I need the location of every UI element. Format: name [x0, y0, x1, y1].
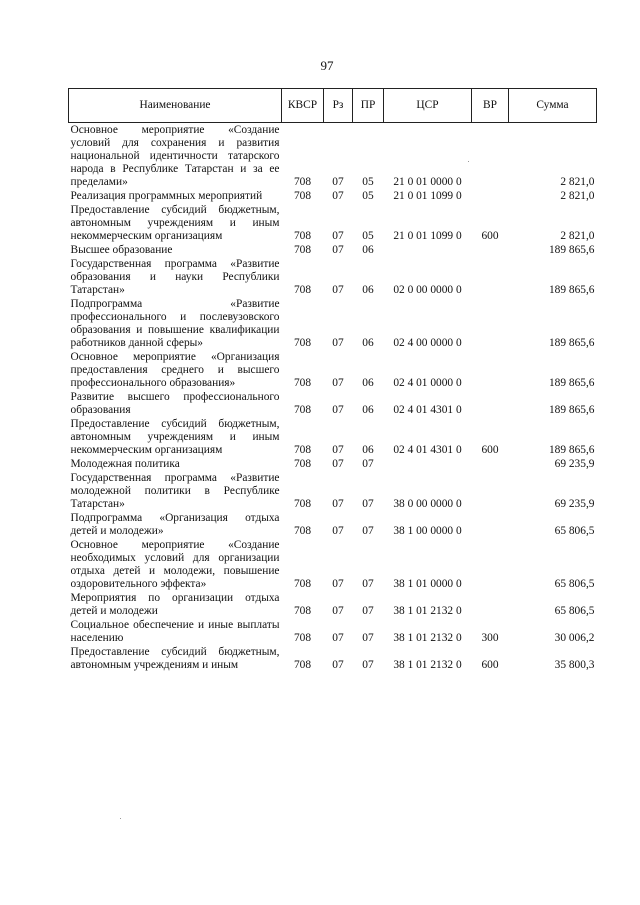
cell-sum: 35 800,3: [554, 659, 595, 671]
cell-vr: [472, 471, 509, 511]
header-kvsr: КВСР: [282, 89, 324, 123]
cell-name: Подпрограмма «Развитие профессионального и послевузовского образования и повышение квалификации работников данной сферы»: [70, 298, 280, 349]
cell-pr: 05: [362, 190, 374, 202]
cell-vr: 600: [481, 230, 499, 242]
cell-vr: [472, 538, 509, 591]
cell-pr: 05: [362, 176, 374, 188]
header-pr: ПР: [353, 89, 384, 123]
table-body: [69, 123, 597, 673]
cell-pr: 06: [362, 337, 374, 349]
cell-csr: 21 0 01 0000 0: [393, 176, 462, 188]
cell-csr: 21 0 01 1099 0: [393, 230, 462, 242]
cell-sum: 189 865,6: [548, 337, 595, 349]
cell-csr: [384, 457, 472, 471]
cell-kvsr: 708: [293, 190, 312, 202]
cell-pr: 07: [362, 498, 374, 510]
cell-sum: 65 806,5: [554, 525, 595, 537]
cell-name: Основное мероприятие «Создание необходимых условий для организации отдыха детей и молодежи, повышение оздоровительного эффекта»: [70, 539, 280, 590]
cell-kvsr: 708: [293, 632, 312, 644]
table-row: [69, 618, 597, 645]
cell-rz: 07: [332, 244, 344, 256]
cell-vr: [472, 390, 509, 417]
cell-name: Подпрограмма «Организация отдыха детей и молодежи»: [70, 512, 280, 537]
cell-vr: [472, 457, 509, 471]
header-name: Наименование: [69, 89, 282, 123]
cell-vr: 600: [481, 659, 499, 671]
cell-pr: 05: [362, 230, 374, 242]
cell-vr: 600: [481, 444, 499, 456]
cell-sum: 69 235,9: [554, 498, 595, 510]
cell-sum: 65 806,5: [554, 578, 595, 590]
cell-vr: [472, 189, 509, 203]
header-vr: ВР: [472, 89, 509, 123]
cell-vr: [472, 511, 509, 538]
cell-pr: 07: [362, 605, 374, 617]
table-row: [69, 257, 597, 297]
cell-kvsr: 708: [293, 404, 312, 416]
cell-name: Высшее образование: [70, 244, 173, 256]
cell-name: Основное мероприятие «Организация предоставления среднего и высшего профессионального образования»: [70, 351, 280, 389]
cell-rz: 07: [332, 377, 344, 389]
cell-csr: [384, 243, 472, 257]
cell-kvsr: 708: [293, 458, 312, 470]
cell-name: Социальное обеспечение и иные выплаты населению: [70, 619, 280, 644]
cell-name: Государственная программа «Развитие молодежной политики в Республике Татарстан»: [70, 472, 280, 510]
cell-rz: 07: [332, 230, 344, 242]
cell-csr: 02 4 01 0000 0: [393, 377, 462, 389]
table-row: [69, 297, 597, 350]
header-csr: ЦСР: [384, 89, 472, 123]
cell-sum: 189 865,6: [548, 404, 595, 416]
cell-csr: 02 4 01 4301 0: [393, 444, 462, 456]
cell-rz: 07: [332, 284, 344, 296]
cell-pr: 07: [362, 659, 374, 671]
cell-rz: 07: [332, 525, 344, 537]
cell-kvsr: 708: [293, 578, 312, 590]
cell-sum: 189 865,6: [548, 444, 595, 456]
cell-pr: 07: [362, 578, 374, 590]
cell-name: Предоставление субсидий бюджетным, автономным учреждениям и иным: [70, 646, 280, 671]
cell-vr: [472, 257, 509, 297]
cell-name: Реализация программных мероприятий: [70, 190, 263, 202]
cell-sum: 2 821,0: [560, 176, 595, 188]
cell-sum: 30 006,2: [554, 632, 595, 644]
table-row: [69, 243, 597, 257]
cell-kvsr: 708: [293, 244, 312, 256]
cell-rz: 07: [332, 444, 344, 456]
cell-pr: 06: [362, 284, 374, 296]
cell-kvsr: 708: [293, 230, 312, 242]
table-row: [69, 417, 597, 457]
table-row: [69, 645, 597, 672]
cell-vr: [472, 123, 509, 190]
cell-csr: 02 0 00 0000 0: [393, 284, 462, 296]
cell-csr: 02 4 01 4301 0: [393, 404, 462, 416]
page-number: 97: [320, 58, 334, 73]
cell-kvsr: 708: [293, 284, 312, 296]
header-rz: Рз: [324, 89, 353, 123]
cell-rz: 07: [332, 190, 344, 202]
table-row: [69, 189, 597, 203]
cell-rz: 07: [332, 404, 344, 416]
table-row: [69, 350, 597, 390]
cell-name: Государственная программа «Развитие образования и науки Республики Татарстан»: [70, 258, 280, 296]
cell-pr: 07: [362, 632, 374, 644]
table-row: [69, 511, 597, 538]
cell-sum: 189 865,6: [548, 377, 595, 389]
cell-sum: 2 821,0: [560, 190, 595, 202]
table-row: [69, 123, 597, 190]
cell-csr: 38 1 01 2132 0: [393, 659, 462, 671]
table-row: [69, 591, 597, 618]
cell-rz: 07: [332, 498, 344, 510]
cell-csr: 02 4 00 0000 0: [393, 337, 462, 349]
cell-rz: 07: [332, 659, 344, 671]
cell-sum: 2 821,0: [560, 230, 595, 242]
table-row: [69, 390, 597, 417]
cell-rz: 07: [332, 632, 344, 644]
cell-kvsr: 708: [293, 176, 312, 188]
cell-csr: 21 0 01 1099 0: [393, 190, 462, 202]
cell-csr: 38 1 01 0000 0: [393, 578, 462, 590]
scan-speck: [120, 818, 121, 819]
cell-vr: 300: [481, 632, 499, 644]
cell-csr: 38 1 01 2132 0: [393, 632, 462, 644]
cell-rz: 07: [332, 337, 344, 349]
cell-csr: 38 0 00 0000 0: [393, 498, 462, 510]
cell-name: Мероприятия по организации отдыха детей и молодежи: [70, 592, 280, 617]
cell-kvsr: 708: [293, 659, 312, 671]
cell-sum: 69 235,9: [554, 458, 595, 470]
cell-sum: 189 865,6: [548, 284, 595, 296]
cell-kvsr: 708: [293, 498, 312, 510]
cell-vr: [472, 243, 509, 257]
cell-pr: 06: [362, 377, 374, 389]
cell-kvsr: 708: [293, 444, 312, 456]
cell-kvsr: 708: [293, 605, 312, 617]
table-row: [69, 203, 597, 243]
cell-vr: [472, 297, 509, 350]
cell-vr: [472, 350, 509, 390]
cell-kvsr: 708: [293, 525, 312, 537]
budget-table: [68, 88, 597, 672]
cell-name: Развитие высшего профессионального образования: [70, 391, 280, 416]
cell-sum: 65 806,5: [554, 605, 595, 617]
cell-name: Молодежная политика: [70, 458, 180, 470]
cell-pr: 07: [362, 458, 374, 470]
cell-rz: 07: [332, 458, 344, 470]
cell-kvsr: 708: [293, 337, 312, 349]
cell-rz: 07: [332, 578, 344, 590]
header-sum: Сумма: [509, 89, 597, 123]
cell-name: Предоставление субсидий бюджетным, автономным учреждениям и иным некоммерческим организациям: [70, 418, 280, 456]
cell-vr: [472, 591, 509, 618]
cell-name: Основное мероприятие «Создание условий для сохранения и развития национальной идентичности татарского народа в Республике Татарстан и за ее пределами»: [70, 124, 280, 188]
cell-sum: 189 865,6: [548, 244, 595, 256]
cell-csr: 38 1 00 0000 0: [393, 525, 462, 537]
scan-speck: [468, 161, 469, 162]
cell-rz: 07: [332, 605, 344, 617]
table-row: [69, 471, 597, 511]
cell-pr: 06: [362, 244, 374, 256]
cell-kvsr: 708: [293, 377, 312, 389]
table-header-row: [69, 89, 597, 123]
cell-csr: 38 1 01 2132 0: [393, 605, 462, 617]
table-row: [69, 538, 597, 591]
cell-rz: 07: [332, 176, 344, 188]
cell-pr: 06: [362, 444, 374, 456]
table-row: [69, 457, 597, 471]
cell-name: Предоставление субсидий бюджетным, автономным учреждениям и иным некоммерческим организациям: [70, 204, 280, 242]
cell-pr: 07: [362, 525, 374, 537]
cell-pr: 06: [362, 404, 374, 416]
